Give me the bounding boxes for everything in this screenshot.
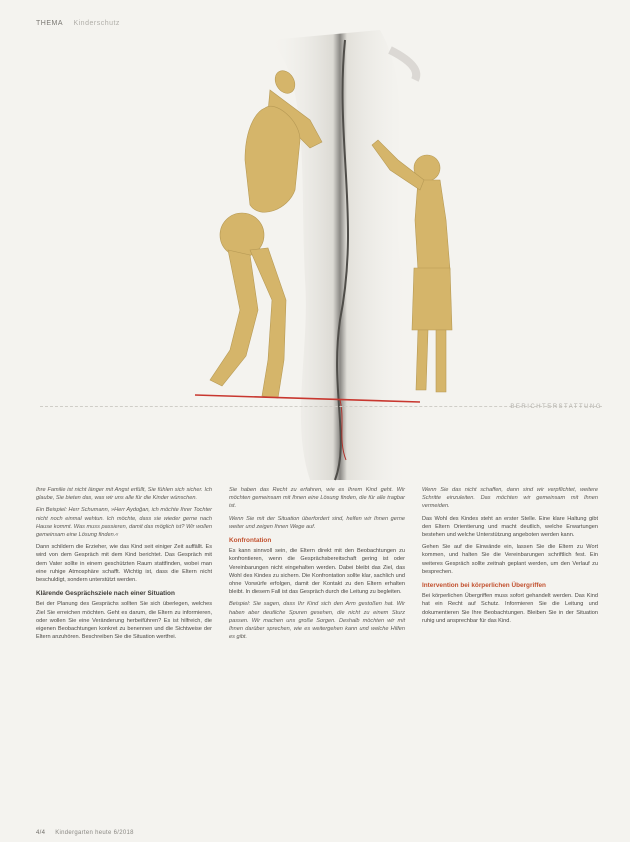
paragraph: Es kann sinnvoll sein, die Eltern direkt mit den Beobachtungen zu konfrontieren, wenn die Gesprächsbereitschaft gering ist oder Vereinbarungen nicht eingehalten werden. Dabei bleibt das Ziel, das Wohl des Kindes zu sichern. Die Konfrontation sollte klar, sachlich und ohne Vorwürfe erfolgen, damit der Kontakt zu den Eltern erhalten bleibt. In diesem Fall ist das Gespräch durch die Leitung zu begleiten. <box>229 548 405 596</box>
article-columns <box>36 486 598 806</box>
column-2 <box>229 486 405 645</box>
subheading: Klärende Gesprächsziele nach einer Situation <box>36 590 175 598</box>
illustration-caption: BERICHTERSTATTUNG <box>510 404 602 410</box>
paragraph: Das Wohl des Kindes steht an erster Stelle. Eine klare Haltung gibt den Eltern Orientierung und macht deutlich, welche Erwartungen bestehen und welche Unterstützung angeboten werden kann. <box>422 515 598 539</box>
column-1 <box>36 486 212 645</box>
paragraph: Wenn Sie mit der Situation überfordert sind, helfen wir Ihnen gerne weiter und zeigen Ihnen Wege auf. <box>229 515 405 530</box>
section-label: THEMA <box>36 20 63 27</box>
paragraph: Wenn Sie das nicht schaffen, dann sind wir verpflichtet, weitere Schritte einzuleiten. Das möchten wir gemeinsam mit Ihnen vermeiden. <box>422 487 598 510</box>
column-3 <box>422 486 598 629</box>
magazine-issue: Kindergarten heute 6/2018 <box>55 830 134 836</box>
paragraph: Ein Beispiel: Herr Schumann, »Herr Aydoğan, ich möchte Ihrer Tochter nicht noch einmal wehtun. Ich möchte, dass sie wieder gerne nach Hause kommt. Was muss passieren, damit das möglich ist? Wir wollen gemeinsam eine Lösung finden.« <box>36 507 212 539</box>
subheading: Intervention bei körperlichen Übergriffen <box>422 582 546 590</box>
paragraph: Bei körperlichen Übergriffen muss sofort gehandelt werden. Das Kind hat ein Recht auf Schutz. Informieren Sie die Leitung und dokumentieren Sie Ihre Beobachtungen. Bleiben Sie in der Situation ruhig und ansprechbar für das Kind. <box>422 593 598 624</box>
paragraph: Ihre Familie ist nicht länger mit Angst erfüllt, Sie fühlen sich sicher. Ich glaube, Sie bieten das, was wir uns alle für die Kinder wünschen. <box>36 487 212 502</box>
page-footer <box>36 830 134 836</box>
paragraph: Bei der Planung des Gesprächs sollten Sie sich überlegen, welches Ziel Sie erreichen möchten. Geht es darum, die Eltern zu informieren, oder wollen Sie eine Veränderung herbeiführen? Es ist hilfreich, die eigenen Beobachtungen konkret zu benennen und die Sichtweise der Eltern anzuhören. Beschreiben Sie die Situation wertfrei. <box>36 601 212 641</box>
section-sublabel: Kinderschutz <box>73 20 120 27</box>
page-number: 4/4 <box>36 830 46 836</box>
illustration <box>150 20 610 490</box>
page-header <box>36 20 120 27</box>
subheading: Konfrontation <box>229 537 272 545</box>
paragraph: Dann schildern die Erzieher, wie das Kind seit einiger Zeit auffällt. Es wird von dem Gespräch mit dem Kind berichtet. Das Gespräch mit dem Vater sollte in einem geschützten Raum stattfinden, wobei man eine ruhige Atmosphäre schafft. Wichtig ist, dass die Eltern nicht beschuldigt, sondern unterstützt werden. <box>36 544 212 584</box>
paragraph: Sie haben das Recht zu erfahren, wie es Ihrem Kind geht. Wir möchten gemeinsam mit Ihnen eine Lösung finden, die für alle tragbar ist. <box>229 487 405 510</box>
paragraph: Beispiel: Sie sagen, dass Ihr Kind sich den Arm gestoßen hat. Wir haben aber deutliche Spuren gesehen, die nicht zu einem Sturz passen. Wir machen uns große Sorgen. Deshalb möchten wir mit Ihnen darüber sprechen, wie es weitergehen kann und welche Hilfen es gibt. <box>229 601 405 641</box>
paragraph: Gehen Sie auf die Einwände ein, lassen Sie die Eltern zu Wort kommen, und halten Sie die Vereinbarungen schriftlich fest. Ein weiteres Gespräch sollte zeitnah geplant werden, um den Verlauf zu besprechen. <box>422 544 598 575</box>
